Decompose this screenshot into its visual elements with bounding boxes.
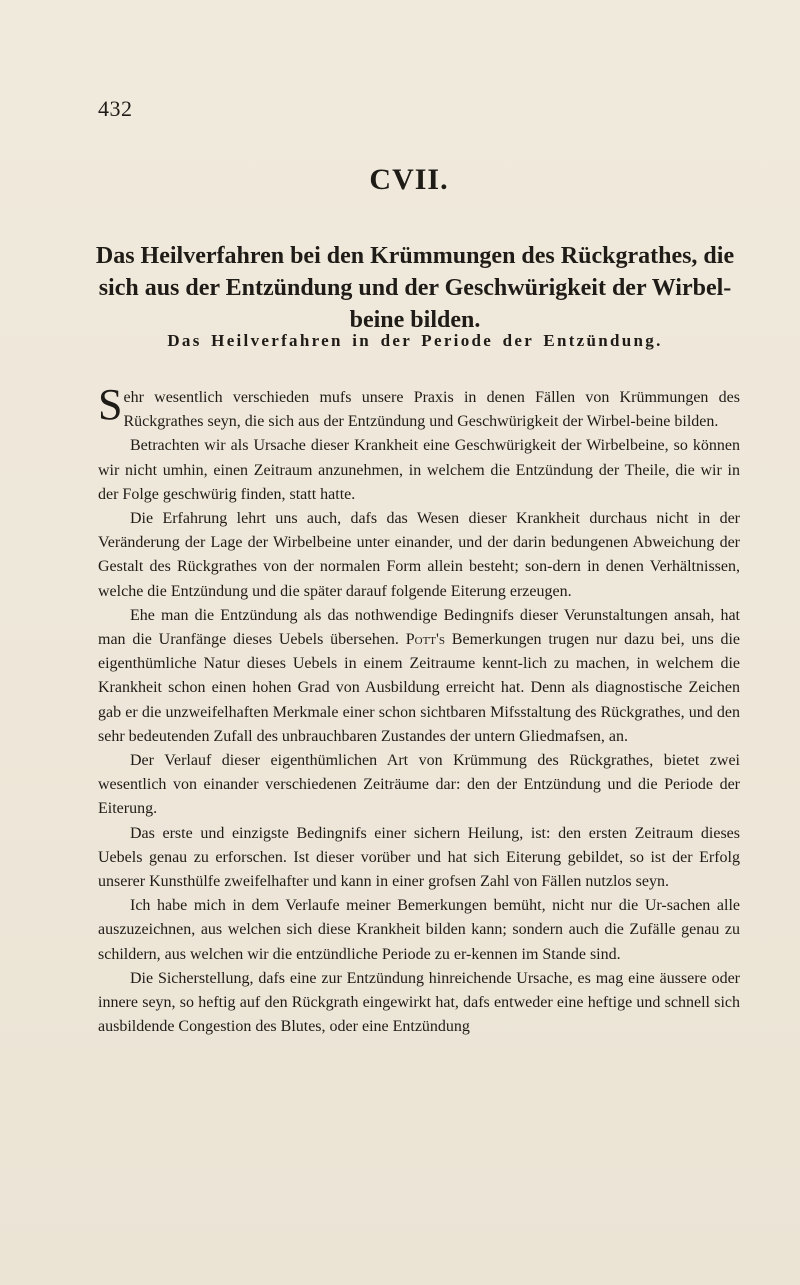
- paragraph-5: Der Verlauf dieser eigenthümlichen Art von Krümmung des Rückgrathes, bietet zwei wesentlich von einander verschiedenen Zeiträume dar: den der Entzündung und die Periode der Eiterung.: [98, 752, 740, 818]
- paragraph-1: [98, 380, 740, 434]
- paragraph-6: Das erste und einzigste Bedingnifs einer sichern Heilung, ist: den ersten Zeitraum dieses Uebels genau zu erforschen. Ist dieser vorüber und hat sich Eiterung gebildet, so ist der Erfolg unserer Kunsthülfe zweifelhafter und kann in einer grofsen Zahl von Fällen nutzlos seyn.: [98, 824, 740, 891]
- paragraph-3: Die Erfahrung lehrt uns auch, dafs das Wesen dieser Krankheit durchaus nicht in der Veränderung der Lage der Wirbelbeine unter einander, und der darin bedungenen Abweichung der Gestalt des Rückgrathes von der normalen Form allein besteht; son-dern in denen Verhältnissen, welche die Entzündung und die später darauf folgende Eiterung erzeugen.: [98, 510, 740, 600]
- author-name-pott: Pott's: [405, 631, 446, 649]
- paragraph-7: Ich habe mich in dem Verlaufe meiner Bemerkungen bemüht, nicht nur die Ur-sachen alle auszuzeichnen, aus welchen sich diese Krankheit bilden kann; sondern auch die Zufälle genau zu schildern, aus welchen wir die entzündliche Periode zu er-kennen im Stande sind.: [98, 897, 740, 963]
- paragraph-8: Die Sicherstellung, dafs eine zur Entzündung hinreichende Ursache, es mag eine äussere oder innere seyn, so heftig auf den Rückgrath eingewirkt hat, dafs entweder eine heftige und schnell sich ausbildende Congestion des Blutes, oder eine Entzündung: [98, 969, 740, 1036]
- page-number: 432: [98, 96, 133, 121]
- paragraph-4-text-before: Ehe man die Entzündung als das nothwendige Bedingnifs dieser Verunstaltungen ansah, hat man die Uranfänge dieses Uebels übersehen.: [98, 606, 740, 649]
- chapter-number: CVII.: [369, 163, 449, 196]
- body-text: [98, 380, 741, 1039]
- paragraph-4: [98, 604, 740, 749]
- paragraph-1-text: ehr wesentlich verschieden mufs unsere Praxis in denen Fällen von Krümmungen des Rückgrathes seyn, die sich aus der Entzündung und Geschwürigkeit der Wirbel-beine bilden.: [123, 389, 740, 431]
- paragraph-4-text-after: Bemerkungen trugen nur dazu bei, uns die eigenthümliche Natur dieses Uebels in einem Zeitraume kennt-lich zu machen, in welchem die Krankheit schon einen hohen Grad von Ausbildung erreicht hat. Denn als diagnostische Zeichen gab er die unzweifelhaften Merkmale einer schon sichtbaren Mifsstaltung des Rückgrathes, und den sehr bedeutenden Zufall des unbrauchbaren Zustandes der untern Gliedmafsen, an.: [98, 631, 741, 745]
- drop-cap: S: [98, 380, 123, 429]
- chapter-title: Das Heilverfahren bei den Krümmungen des Rückgrathes, die sich aus der Entzündung und der Geschwürigkeit der Wirbel-beine bilden.: [95, 243, 735, 333]
- section-title: Das Heilverfahren in der Periode der Entzündung.: [167, 331, 663, 350]
- paragraph-2: Betrachten wir als Ursache dieser Krankheit eine Geschwürigkeit der Wirbelbeine, so können wir nicht umhin, einen Zeitraum anzunehmen, in welchem die Entzündung der Theile, die wir in der Folge geschwürig finden, statt hatte.: [98, 437, 740, 503]
